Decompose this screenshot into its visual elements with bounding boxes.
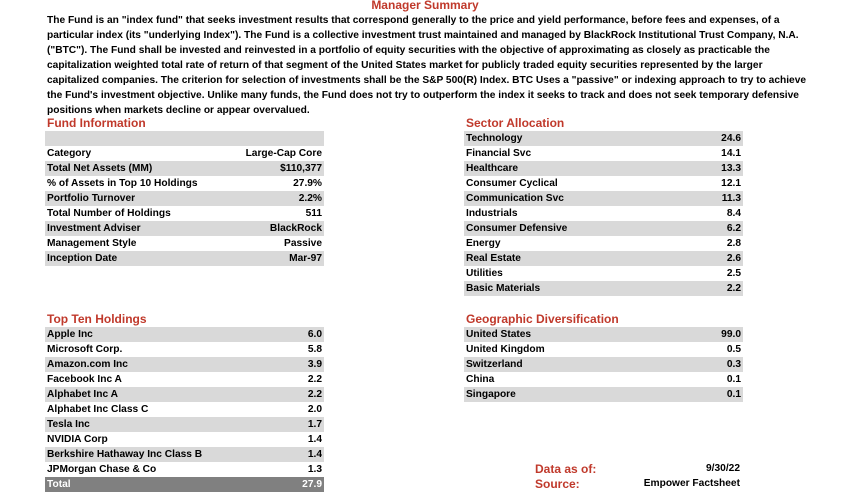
sector-value: 2.5: [726, 268, 741, 279]
geo-label: China: [466, 374, 495, 385]
fund-info-value: 511: [305, 208, 322, 219]
holding-value: 2.2: [307, 374, 322, 385]
holding-row: [45, 462, 324, 477]
sector-label: Industrials: [466, 208, 518, 219]
holding-label: Microsoft Corp.: [47, 344, 123, 355]
holding-value: 2.0: [307, 404, 322, 415]
sector-row: [464, 131, 743, 146]
fund-info-row: [45, 191, 324, 206]
sector-label: Consumer Cyclical: [466, 178, 558, 189]
geographic-diversification-table: [464, 327, 743, 402]
sector-value: 8.4: [726, 208, 741, 219]
sector-value: 13.3: [721, 163, 741, 174]
holding-value: 1.3: [307, 464, 322, 475]
holding-label: Alphabet Inc Class C: [47, 404, 149, 415]
sector-row: [464, 236, 743, 251]
fund-info-row: [45, 221, 324, 236]
fund-info-value: 2.2%: [298, 193, 322, 204]
fund-info-row: [45, 251, 324, 266]
holding-row: [45, 432, 324, 447]
holding-row: [45, 357, 324, 372]
fund-info-label: Investment Adviser: [47, 223, 141, 234]
fund-information-title: Fund Information: [47, 116, 146, 130]
fund-info-row: [45, 146, 324, 161]
geo-row: [464, 327, 743, 342]
sector-row: [464, 176, 743, 191]
fund-info-row: [45, 161, 324, 176]
holding-label: NVIDIA Corp: [47, 434, 108, 445]
geo-row: [464, 372, 743, 387]
sector-allocation-table: [464, 131, 743, 296]
holding-label: JPMorgan Chase & Co: [47, 464, 157, 475]
sector-row: [464, 146, 743, 161]
fund-info-value: BlackRock: [269, 223, 322, 234]
holding-value: 3.9: [307, 359, 322, 370]
sector-row: [464, 161, 743, 176]
holdings-total-value: 27.9: [302, 479, 322, 490]
sector-label: Financial Svc: [466, 148, 532, 159]
holding-value: 2.2: [307, 389, 322, 400]
manager-summary-title: Manager Summary: [371, 0, 479, 12]
sector-value: 14.1: [721, 148, 741, 159]
geo-label: United States: [466, 329, 532, 340]
fund-info-value: 27.9%: [293, 178, 322, 189]
sector-label: Real Estate: [466, 253, 521, 264]
sector-row: [464, 206, 743, 221]
holding-value: 1.4: [307, 434, 322, 445]
holding-value: 6.0: [307, 329, 322, 340]
sector-label: Technology: [466, 133, 523, 144]
top-ten-holdings-table: [45, 327, 324, 492]
data-as-of-label: Data as of:: [535, 462, 597, 476]
geo-value: 99.0: [721, 329, 741, 340]
holding-row: [45, 342, 324, 357]
holding-row: [45, 327, 324, 342]
fund-info-label: Portfolio Turnover: [47, 193, 136, 204]
sector-value: 2.6: [726, 253, 741, 264]
sector-label: Energy: [466, 238, 501, 249]
holdings-total-label: Total: [47, 479, 71, 490]
holding-value: 5.8: [307, 344, 322, 355]
fund-info-label: Inception Date: [47, 253, 118, 264]
holding-label: Alphabet Inc A: [47, 389, 118, 400]
fund-info-row: [45, 176, 324, 191]
fund-info-value: $110,377: [280, 163, 322, 174]
fund-info-row: [45, 206, 324, 221]
geo-value: 0.1: [726, 389, 741, 400]
manager-summary-text: The Fund is an "index fund" that seeks investment results that correspond generally to the price and yield performance, before fees and expenses, of a particular index (its "underlying Index"). The Fund is a collective investment trust maintained and managed by BlackRock Institutional Trust Company, N.A. ("BTC"). The Fund shall be invested and reinvested in a portfolio of equity securities with the objective of approximating as closely as practicable the capitalization weighted total rate of return of that segment of the United States market for publicly traded equity securities represented by the larger capitalized companies. The criterion for selection of investments shall be the S&P 500(R) Index. BTC Uses a "passive" or indexing approach to try to achieve the Fund's investment objective. Unlike many funds, the Fund does not try to outperform the index it seeks to track and does not seek temporary defensive positions when markets decline or appear overvalued.: [47, 15, 807, 116]
holding-row: [45, 417, 324, 432]
table-header-spacer: [45, 131, 324, 146]
holding-row: [45, 447, 324, 462]
fund-info-value: Large-Cap Core: [245, 148, 322, 159]
holding-row: [45, 372, 324, 387]
holding-row: [45, 387, 324, 402]
geo-row: [464, 342, 743, 357]
sector-row: [464, 251, 743, 266]
holding-row: [45, 402, 324, 417]
holding-label: Amazon.com Inc: [47, 359, 128, 370]
source-label: Source:: [535, 477, 580, 491]
sector-label: Healthcare: [466, 163, 519, 174]
holding-label: Facebook Inc A: [47, 374, 122, 385]
sector-row: [464, 266, 743, 281]
source-value: Empower Factsheet: [643, 478, 740, 489]
geo-label: Switzerland: [466, 359, 523, 370]
geo-row: [464, 387, 743, 402]
sector-label: Consumer Defensive: [466, 223, 568, 234]
sector-row: [464, 221, 743, 236]
fund-info-label: Total Net Assets (MM): [47, 163, 153, 174]
fund-information-table: [45, 131, 324, 266]
holding-label: Berkshire Hathaway Inc Class B: [47, 449, 203, 460]
geo-row: [464, 357, 743, 372]
geo-value: 0.3: [726, 359, 741, 370]
sector-value: 2.2: [726, 283, 741, 294]
sector-allocation-title: Sector Allocation: [466, 116, 565, 130]
fund-info-label: Total Number of Holdings: [47, 208, 171, 219]
fund-info-label: Management Style: [47, 238, 137, 249]
data-as-of-value: 9/30/22: [706, 463, 740, 474]
sector-label: Basic Materials: [466, 283, 541, 294]
holdings-total-row: [45, 477, 324, 492]
fund-info-value: Passive: [284, 238, 322, 249]
geo-value: 0.5: [726, 344, 741, 355]
geo-label: Singapore: [466, 389, 516, 400]
sector-label: Utilities: [466, 268, 503, 279]
sector-label: Communication Svc: [466, 193, 564, 204]
sector-value: 12.1: [721, 178, 741, 189]
geographic-diversification-title: Geographic Diversification: [466, 312, 619, 326]
sector-value: 2.8: [726, 238, 741, 249]
fund-info-label: % of Assets in Top 10 Holdings: [47, 178, 198, 189]
sector-value: 6.2: [726, 223, 741, 234]
fund-info-row: [45, 236, 324, 251]
fund-info-value: Mar-97: [289, 253, 322, 264]
top-ten-holdings-title: Top Ten Holdings: [47, 312, 147, 326]
geo-value: 0.1: [726, 374, 741, 385]
sector-value: 24.6: [721, 133, 741, 144]
sector-value: 11.3: [721, 193, 741, 204]
holding-label: Apple Inc: [47, 329, 93, 340]
sector-row: [464, 191, 743, 206]
geo-label: United Kingdom: [466, 344, 545, 355]
holding-label: Tesla Inc: [47, 419, 90, 430]
holding-value: 1.4: [307, 449, 322, 460]
sector-row: [464, 281, 743, 296]
holding-value: 1.7: [307, 419, 322, 430]
fund-info-label: Category: [47, 148, 92, 159]
